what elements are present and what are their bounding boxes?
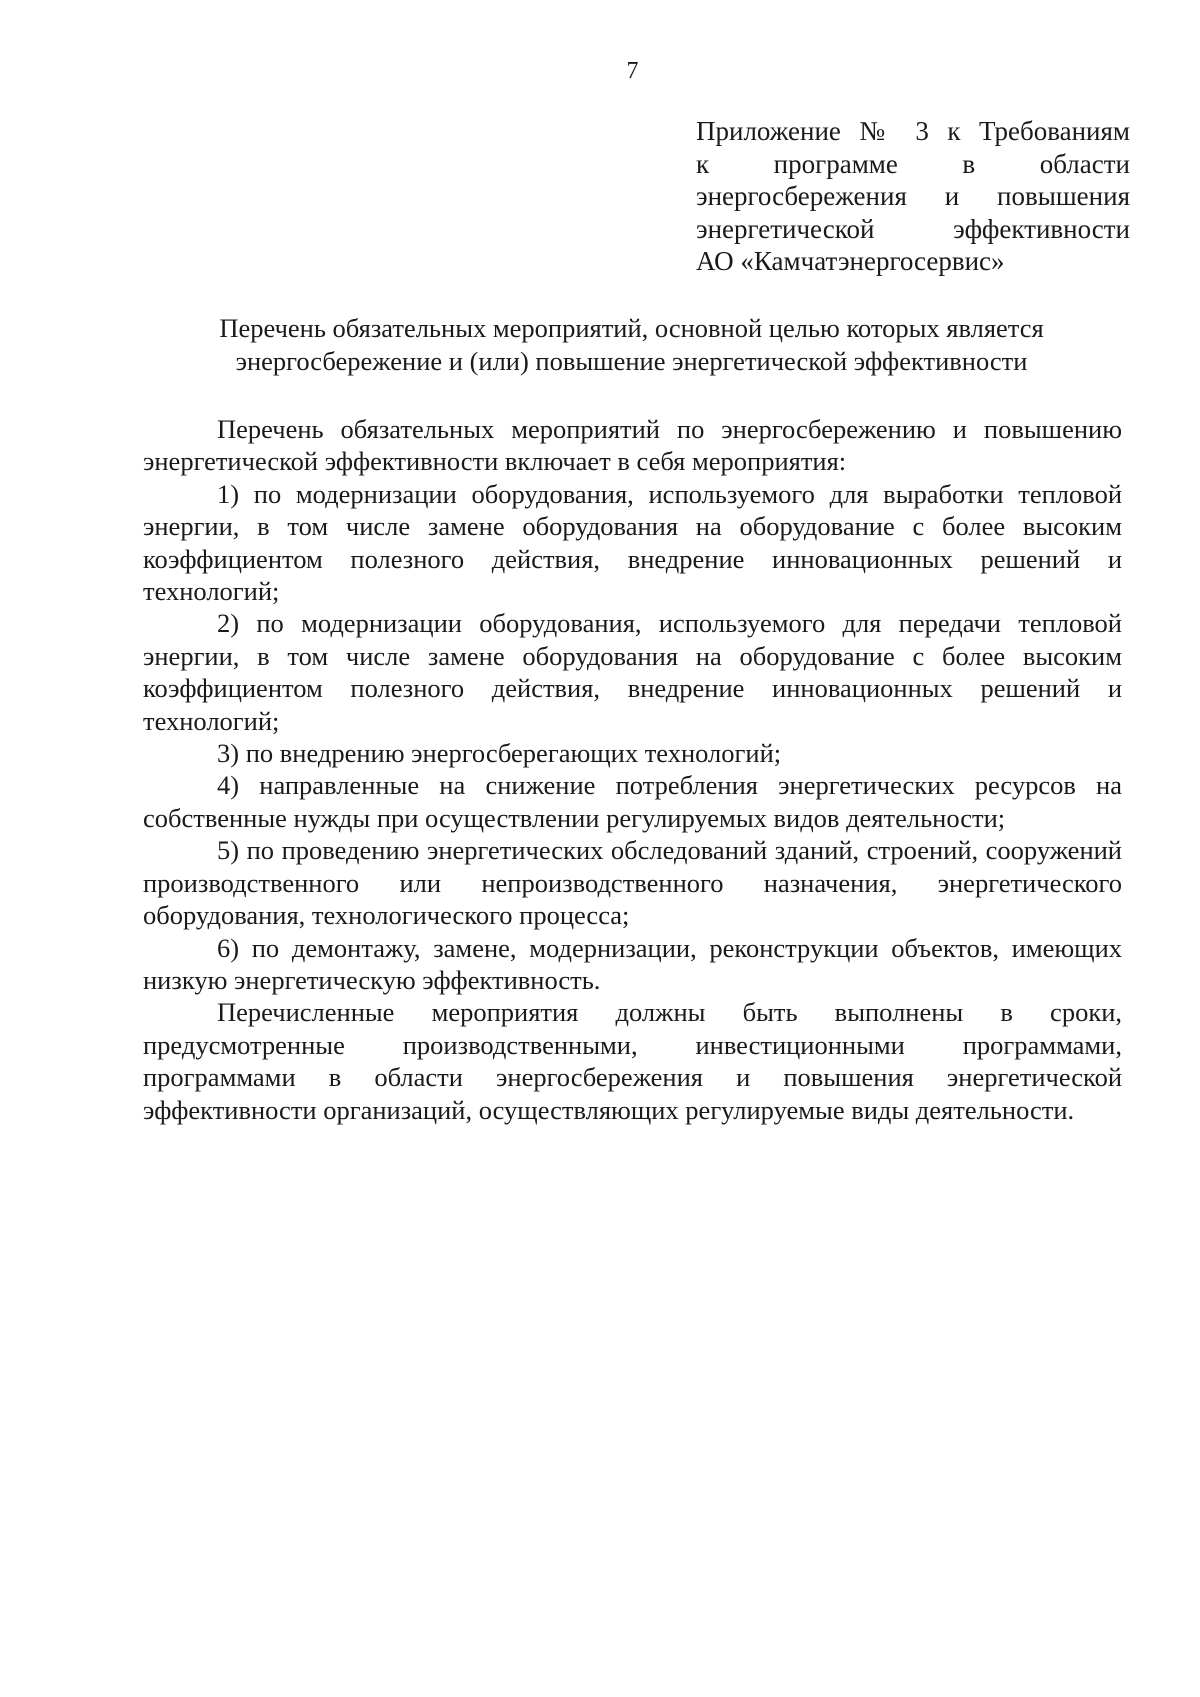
document-title (140, 312, 1123, 377)
list-item: 5) по проведению энергетических обследований зданий, строений, сооружений производственного или непроизводственного назначения, энергетического оборудования, технологического процесса; (143, 835, 1122, 931)
list-item: 4) направленные на снижение потребления энергетических ресурсов на собственные нужды при осуществлении регулируемых видов деятельности; (143, 770, 1122, 833)
closing-paragraph: Перечисленные мероприятия должны быть выполнены в сроки, предусмотренные производственными, инвестиционными программами, программами в области энергосбережения и повышения энергетической эффективности организаций, осуществляющих регулируемые виды деятельности. (143, 997, 1122, 1125)
appendix-line: энергетической эффективности (696, 213, 1130, 244)
appendix-line: энергосбережения и повышения (696, 181, 1130, 211)
appendix-header (696, 115, 1130, 278)
appendix-line: Приложение № 3 к Требованиям (696, 116, 1130, 146)
appendix-line: АО «Камчатэнергосервис» (696, 246, 1005, 276)
appendix-line: к программе в области (696, 148, 1130, 179)
intro-paragraph: Перечень обязательных мероприятий по энергосбережению и повышению энергетической эффективности включает в себя мероприятия: (143, 414, 1122, 477)
list-item: 6) по демонтажу, замене, модернизации, реконструкции объектов, имеющих низкую энергетическую эффективность. (143, 932, 1122, 995)
document-title-line: энергосбережение и (или) повышение энергетической эффективности (235, 345, 1028, 376)
document-title-line: Перечень обязательных мероприятий, основной целью которых является (219, 313, 1044, 343)
list-item: 1) по модернизации оборудования, используемого для выработки тепловой энергии, в том числе замене оборудования на оборудование с более высоким коэффициентом полезного действия, внедрение инновационных решений и технологий; (143, 478, 1122, 607)
list-item: 2) по модернизации оборудования, используемого для передачи тепловой энергии, в том числе замене оборудования на оборудование с более высоким коэффициентом полезного действия, внедрение инновационных решений и технологий; (143, 608, 1122, 736)
list-item: 3) по внедрению энергосберегающих технологий; (217, 738, 782, 769)
page-number: 7 (626, 58, 639, 84)
document-body (143, 413, 1122, 1126)
